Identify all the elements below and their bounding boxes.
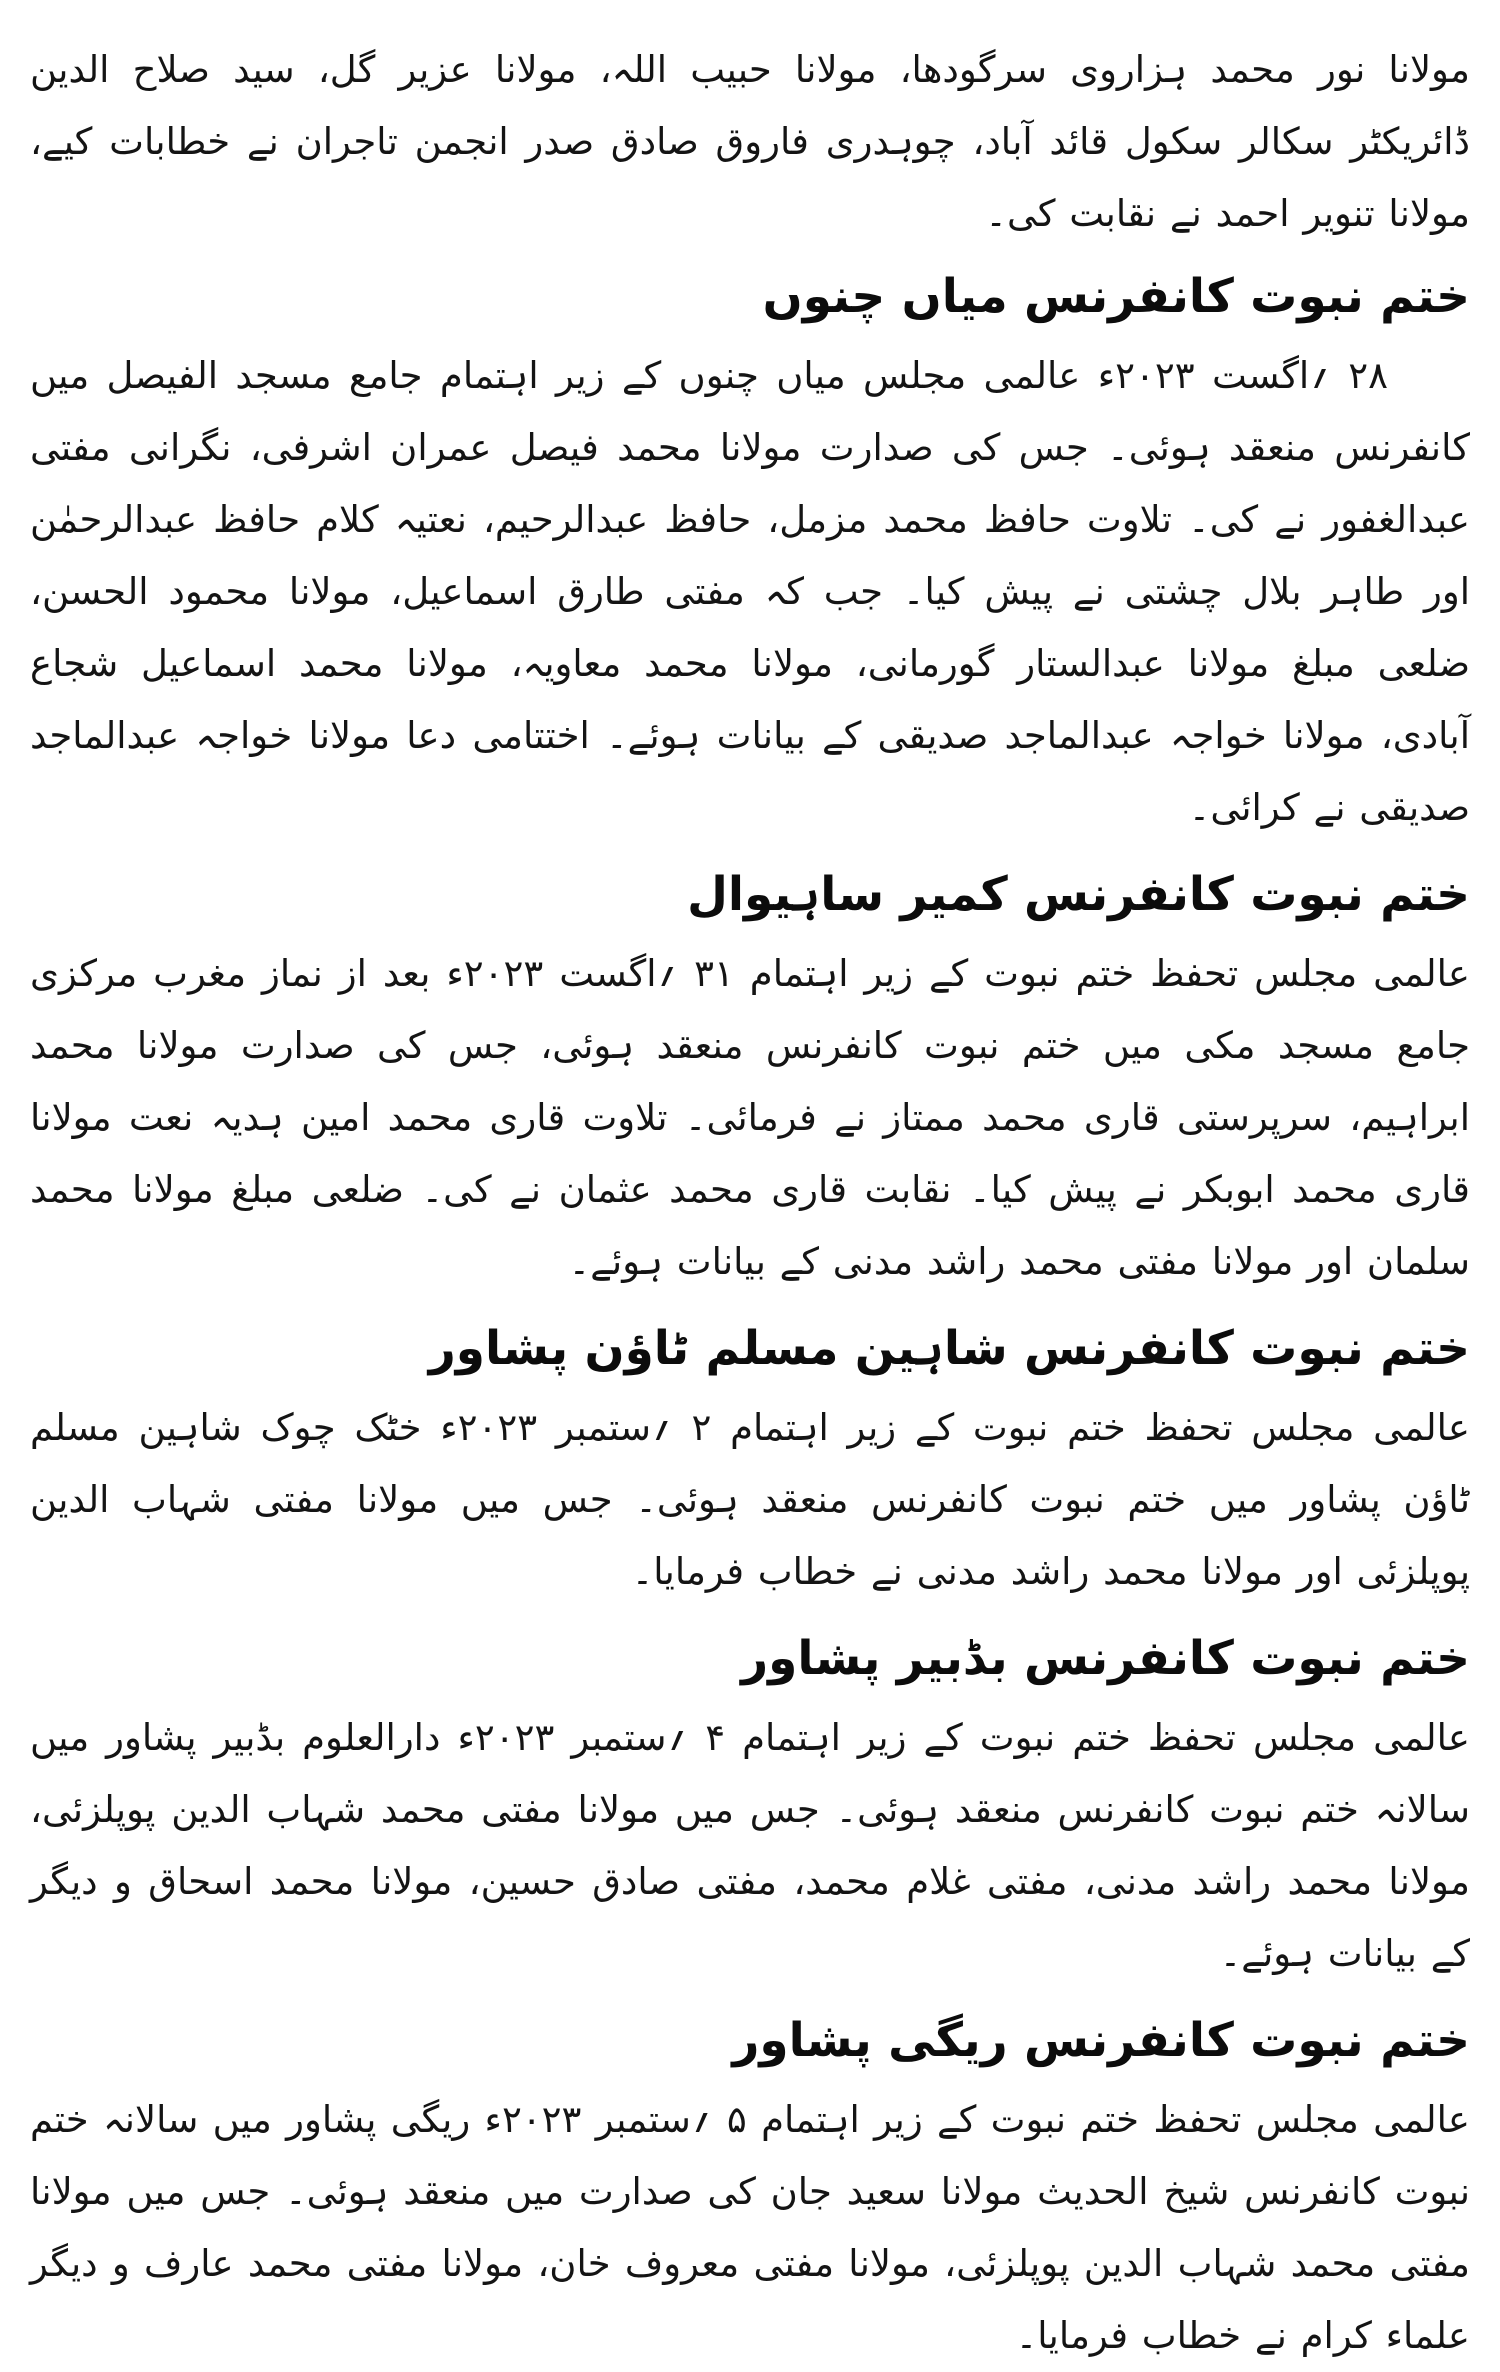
section-mian-channu [30, 264, 1470, 844]
intro-paragraph: مولانا نور محمد ہزاروی سرگودھا، مولانا حبیب اللہ، مولانا عزیر گل، سید صلاح الدین ڈائریکٹر سکالر سکول قائد آباد، چوہدری فاروق صادق صدر انجمن تاجران نے خطابات کیے، مولانا تنویر احمد نے نقابت کی۔ [30, 48, 1470, 235]
section-paragraph: عالمی مجلس تحفظ ختم نبوت کے زیر اہتمام ۵ ؍ستمبر ۲۰۲۳ء ریگی پشاور میں سالانہ ختم نبوت کانفرنس شیخ الحدیث مولانا سعید جان کی صدارت میں منعقد ہوئی۔ جس میں مولانا مفتی محمد شہاب الدین پوپلزئی، مولانا مفتی معروف خان، مولانا مفتی محمد عارف و دیگر علماء کرام نے خطاب فرمایا۔ [30, 2098, 1471, 2357]
section-heading: ختم نبوت کانفرنس ریگی پشاور [732, 2013, 1470, 2068]
section-paragraph: ۲۸ ؍اگست ۲۰۲۳ء عالمی مجلس میاں چنوں کے زیر اہتمام جامع مسجد الفیصل میں کانفرنس منعقد ہوئی۔ جس کی صدارت مولانا محمد فیصل عمران اشرفی، نگرانی مفتی عبدالغفور نے کی۔ تلاوت حافظ محمد مزمل، حافظ عبدالرحیم، نعتیہ کلام حافظ عبدالرحمٰن اور طاہر بلال چشتی نے پیش کیا۔ جب کہ مفتی طارق اسماعیل، مولانا محمود الحسن، ضلعی مبلغ مولانا عبدالستار گورمانی، مولانا محمد معاویہ، مولانا محمد اسماعیل شجاع آبادی، مولانا خواجہ عبدالماجد صدیقی کے بیانات ہوئے۔ اختتامی دعا مولانا خواجہ عبدالماجد صدیقی نے کرائی۔ [30, 354, 1470, 829]
section-heading: ختم نبوت کانفرنس میاں چنوں [762, 269, 1470, 324]
section-budhber-peshawar [30, 1626, 1470, 1990]
section-heading: ختم نبوت کانفرنس شاہین مسلم ٹاؤن پشاور [428, 1321, 1470, 1376]
section-paragraph: عالمی مجلس تحفظ ختم نبوت کے زیر اہتمام ۳۱ ؍اگست ۲۰۲۳ء بعد از نماز مغرب مرکزی جامع مسجد مکی میں ختم نبوت کانفرنس منعقد ہوئی، جس کی صدارت مولانا محمد ابراہیم، سرپرستی قاری محمد ممتاز نے فرمائی۔ تلاوت قاری محمد امین ہدیہ نعت مولانا قاری محمد ابوبکر نے پیش کیا۔ نقابت قاری محمد عثمان نے کی۔ ضلعی مبلغ مولانا محمد سلمان اور مولانا مفتی محمد راشد مدنی کے بیانات ہوئے۔ [30, 952, 1471, 1283]
section-regi-peshawar [30, 2008, 1470, 2372]
section-kamir-sahiwal [30, 862, 1470, 1298]
section-paragraph: عالمی مجلس تحفظ ختم نبوت کے زیر اہتمام ۴ ؍ستمبر ۲۰۲۳ء دارالعلوم بڈبیر پشاور میں سالانہ ختم نبوت کانفرنس منعقد ہوئی۔ جس میں مولانا مفتی محمد شہاب الدین پوپلزئی، مولانا محمد راشد مدنی، مفتی غلام محمد، مفتی صادق حسین، مولانا محمد اسحاق و دیگر کے بیانات ہوئے۔ [30, 1716, 1470, 1975]
section-heading: ختم نبوت کانفرنس بڈبیر پشاور [741, 1631, 1470, 1686]
section-paragraph: عالمی مجلس تحفظ ختم نبوت کے زیر اہتمام ۲ ؍ستمبر ۲۰۲۳ء خٹک چوک شاہین مسلم ٹاؤن پشاور میں ختم نبوت کانفرنس منعقد ہوئی۔ جس میں مولانا مفتی شہاب الدین پوپلزئی اور مولانا محمد راشد مدنی نے خطاب فرمایا۔ [30, 1406, 1471, 1593]
section-shaheen-muslim-town [30, 1316, 1470, 1608]
section-heading: ختم نبوت کانفرنس کمیر ساہیوال [687, 867, 1470, 922]
